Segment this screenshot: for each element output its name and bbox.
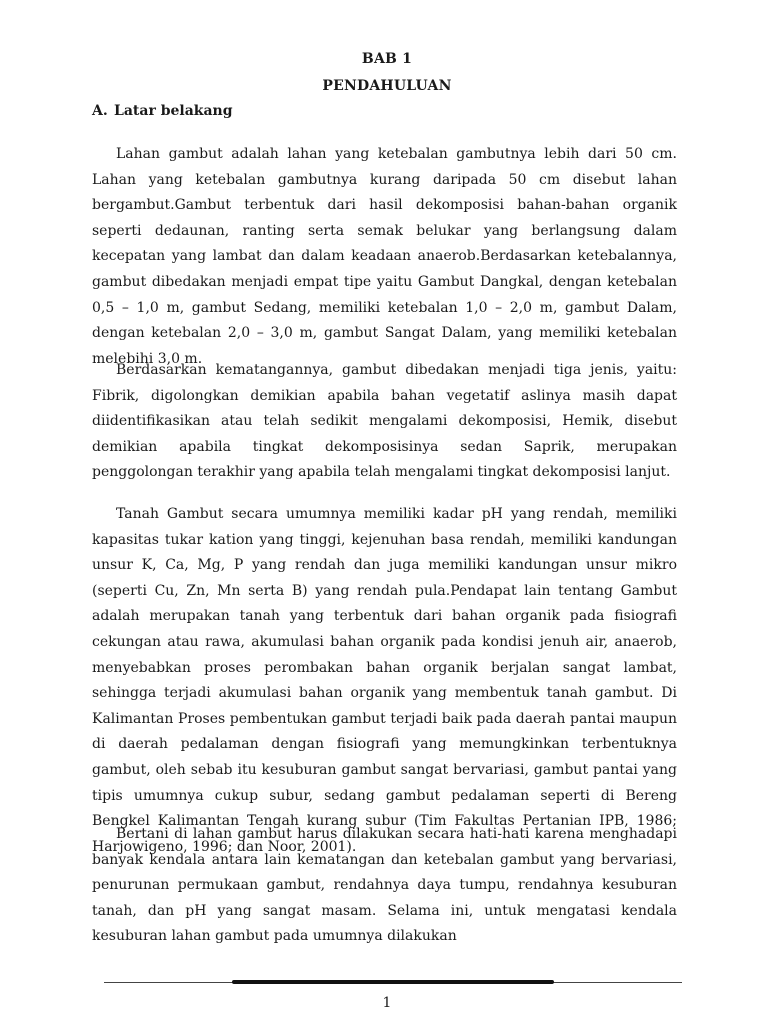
paragraph-peat-properties: Tanah Gambut secara umumnya memiliki kadar pH yang rendah, memiliki kapasitas tukar kation yang tinggi, kejenuhan basa rendah, memiliki kandungan unsur K, Ca, Mg, P yang rendah dan juga memiliki kandungan unsur mikro (seperti Cu, Zn, Mn serta B) yang rendah pula.Pendapat lain tentang Gambut adalah merupakan tanah yang terbentuk dari bahan organik pada fisiografi cekungan atau rawa, akumulasi bahan organik pada kondisi jenuh air, anaerob, menyebabkan proses perombakan bahan organik berjalan sangat lambat, sehingga terjadi akumulasi bahan organik yang membentuk tanah gambut. Di Kalimantan Proses pembentukan gambut terjadi baik pada daerah pantai maupun di daerah pedalaman dengan fisiografi yang memungkinkan terbentuknya gambut, oleh sebab itu kesuburan gambut sangat bervariasi, gambut pantai yang tipis umumnya cukup subur, sedang gambut pedalaman seperti di Bereng Bengkel Kalimantan Tengah kurang subur (Tim Fakultas Pertanian IPB, 1986; Harjowigeno, 1996; dan Noor, 2001).: [92, 506, 677, 855]
footer-divider-accent: [232, 980, 554, 984]
page-number: 1: [382, 995, 392, 1011]
section-title: Latar belakang: [114, 103, 233, 119]
paragraph-peat-farming: Bertani di lahan gambut harus dilakukan secara hati-hati karena menghadapi banyak kendala antara lain kematangan dan ketebalan gambut yang bervariasi, penurunan permukaan gambut, rendahnya daya tumpu, rendahnya kesuburan tanah, dan pH yang sangat masam. Selama ini, untuk mengatasi kendala kesuburan lahan gambut pada umumnya dilakukan: [92, 826, 677, 945]
chapter-number: BAB 1: [361, 51, 413, 67]
section-number: A.: [92, 103, 108, 119]
paragraph-peat-definition: Lahan gambut adalah lahan yang ketebalan gambutnya lebih dari 50 cm. Lahan yang ketebalan gambutnya kurang daripada 50 cm disebut lahan bergambut.Gambut terbentuk dari hasil dekomposisi bahan-bahan organik seperti dedaunan, ranting serta semak belukar yang berlangsung dalam kecepatan yang lambat dan dalam keadaan anaerob.Berdasarkan ketebalannya, gambut dibedakan menjadi empat tipe yaitu Gambut Dangkal, dengan ketebalan 0,5 – 1,0 m, gambut Sedang, memiliki ketebalan 1,0 – 2,0 m, gambut Dalam, dengan ketebalan 2,0 – 3,0 m, gambut Sangat Dalam, yang memiliki ketebalan melebihi 3,0 m.: [92, 146, 677, 367]
chapter-title: PENDAHULUAN: [322, 78, 452, 94]
paragraph-peat-maturity: Berdasarkan kematangannya, gambut dibedakan menjadi tiga jenis, yaitu: Fibrik, digolongkan demikian apabila bahan vegetatif aslinya masih dapat diidentifikasikan atau telah sedikit mengalami dekomposisi, Hemik, disebut demikian apabila tingkat dekomposisinya sedan Saprik, merupakan penggolongan terakhir yang apabila telah mengalami tingkat dekomposisi lanjut.: [92, 362, 677, 481]
section-heading: [92, 103, 233, 119]
